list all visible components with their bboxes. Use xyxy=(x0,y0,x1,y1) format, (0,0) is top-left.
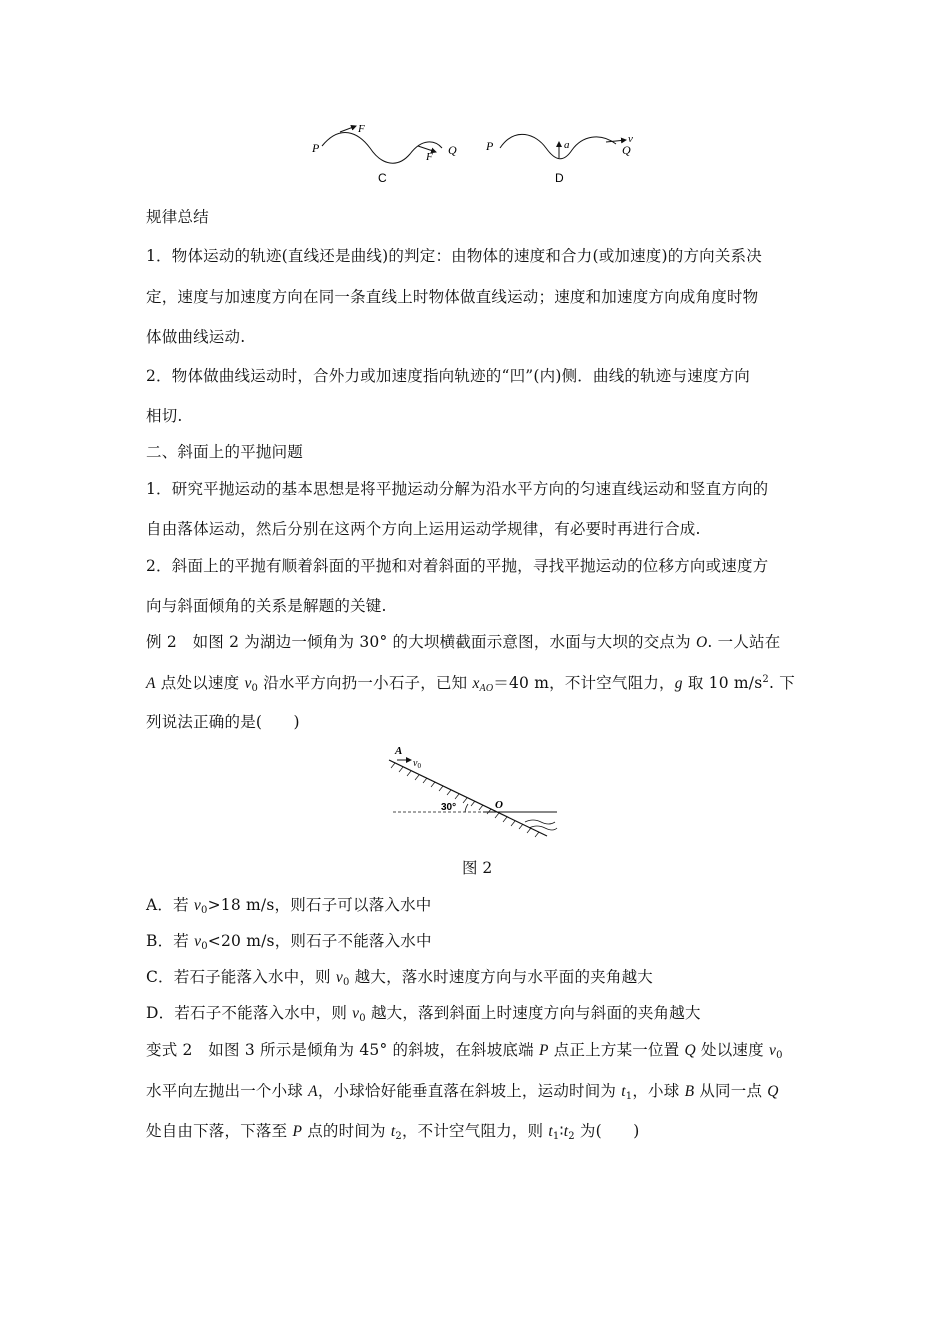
variant2-line1: 变式 2 如图 3 所示是倾角为 45° 的斜坡，在斜坡底端 P 点正上方某一位置 Q 处以速度 v0 xyxy=(146,1041,783,1061)
section2-point2-line2: 向与斜面倾角的关系是解题的关键. xyxy=(146,597,387,615)
option-c: C．若石子能落入水中，则 v0 越大，落水时速度方向与水平面的夹角越大 xyxy=(146,968,653,988)
summary-point2-line1: 2．物体做曲线运动时，合外力或加速度指向轨迹的“凹”(内)侧．曲线的轨迹与速度方向 xyxy=(146,367,751,385)
slope-hatching xyxy=(391,763,539,837)
label-p-left: P xyxy=(312,141,320,155)
label-a-point: A xyxy=(395,745,403,757)
label-p-right: P xyxy=(486,139,494,153)
label-v: v xyxy=(628,133,633,145)
trajectory-figure-cd xyxy=(300,118,650,188)
label-c: C xyxy=(378,171,387,185)
label-q-left: Q xyxy=(448,143,457,157)
example2-line3: 列说法正确的是( ) xyxy=(146,713,300,731)
water-wave-1 xyxy=(525,820,555,824)
section2-heading: 二、斜面上的平抛问题 xyxy=(146,443,304,461)
label-f1: F xyxy=(358,123,365,135)
label-f2: F xyxy=(426,151,433,163)
label-q-right: Q xyxy=(622,143,631,157)
option-a: A．若 v0>18 m/s，则石子可以落入水中 xyxy=(146,896,432,916)
label-angle: 30° xyxy=(441,802,457,813)
slope-line xyxy=(389,760,547,836)
label-a: a xyxy=(564,139,570,151)
variant2-line2: 水平向左抛出一个小球 A，小球恰好能垂直落在斜坡上，运动时间为 t1，小球 B 从同一点 Q xyxy=(146,1082,779,1102)
option-d: D．若石子不能落入水中，则 v0 越大，落到斜面上时速度方向与斜面的夹角越大 xyxy=(146,1004,701,1024)
figure2-caption: 图 2 xyxy=(462,859,493,877)
example2-line2: A 点处以速度 v0 沿水平方向扔一小石子，已知 xAO＝40 m，不计空气阻力，g 取 10 $m/s^2$. 下 xyxy=(146,674,795,694)
option-b: B．若 v0<20 m/s，则石子不能落入水中 xyxy=(146,932,432,952)
force-arrow-f1 xyxy=(340,126,356,132)
summary-point1-line3: 体做曲线运动. xyxy=(146,328,246,346)
section2-point2-line1: 2．斜面上的平抛有顺着斜面的平抛和对着斜面的平抛，寻找平抛运动的位移方向或速度方 xyxy=(146,557,769,575)
summary-heading: 规律总结 xyxy=(146,208,209,226)
section2-point1-line1: 1．研究平抛运动的基本思想是将平抛运动分解为沿水平方向的匀速直线运动和竖直方向的 xyxy=(146,480,769,498)
variant2-line3: 处自由下落，下落至 P 点的时间为 t2，不计空气阻力，则 t1∶t2 为( ) xyxy=(146,1122,640,1142)
example2-line1: 例 2 如图 2 为湖边一倾角为 30° 的大坝横截面示意图，水面与大坝的交点为 O. 一人站在 xyxy=(146,633,781,651)
label-d: D xyxy=(555,171,564,185)
trajectory-curve-d xyxy=(500,134,616,158)
summary-point1-line1: 1．物体运动的轨迹(直线还是曲线)的判定：由物体的速度和合力(或加速度)的方向关系决 xyxy=(146,247,762,265)
summary-point1-line2: 定，速度与加速度方向在同一条直线上时物体做直线运动；速度和加速度方向成角度时物 xyxy=(146,288,759,306)
section2-point1-line2: 自由落体运动，然后分别在这两个方向上运用运动学规律，有必要时再进行合成. xyxy=(146,520,701,538)
label-o-point: O xyxy=(495,799,503,811)
angle-arc xyxy=(465,804,468,812)
summary-point2-line2: 相切. xyxy=(146,407,183,425)
label-v0: $v_0$ xyxy=(413,758,421,770)
dam-figure xyxy=(385,740,565,850)
